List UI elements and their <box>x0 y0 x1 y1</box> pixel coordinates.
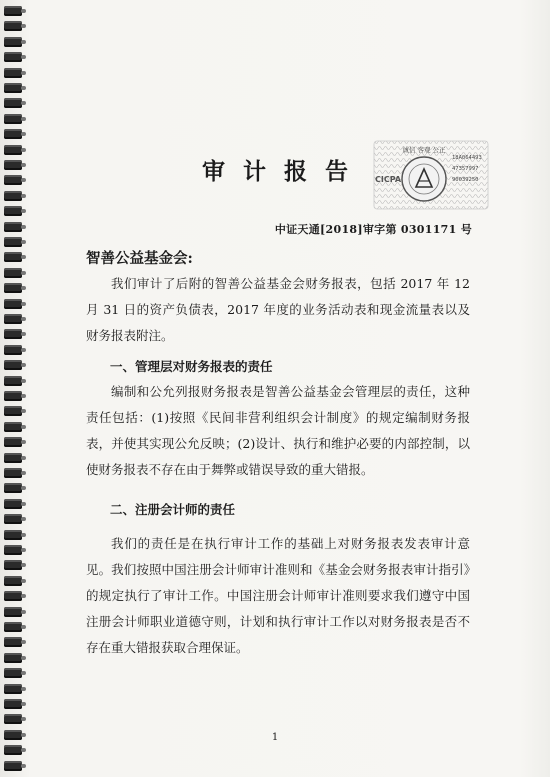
binding-ring <box>4 514 22 524</box>
binding-ring <box>4 268 22 278</box>
binding-ring <box>4 653 22 663</box>
binding-ring <box>4 68 22 78</box>
paragraph-intro: 我们审计了后附的智善公益基金会财务报表，包括 2017 年 12 月 31 日的资产负债表，2017 年度的业务活动表和现金流量表以及财务报表附注。 <box>86 276 470 343</box>
binding-ring <box>4 591 22 601</box>
binding-ring <box>4 714 22 724</box>
binding-ring <box>4 668 22 678</box>
binding-ring <box>4 129 22 139</box>
binding-ring <box>4 376 22 386</box>
binding-ring <box>4 83 22 93</box>
seal-brand-text: CICPA <box>375 175 402 184</box>
section-heading-auditor: 二、注册会计师的责任 <box>110 502 236 517</box>
spiral-binding <box>4 6 24 774</box>
binding-ring <box>4 222 22 232</box>
addressee: 智善公益基金会: <box>86 250 193 267</box>
binding-ring <box>4 345 22 355</box>
binding-ring <box>4 237 22 247</box>
binding-ring <box>4 637 22 647</box>
paragraph-auditor-responsibility: 我们的责任是在执行审计工作的基础上对财务报表发表审计意见。我们按照中国注册会计师审计准则和《基金会财务报表审计指引》的规定执行了审计工作。中国注册会计师审计准则要求我们遵守中国注册会计师职业道德守则，计划和执行审计工作以对财务报表是否不存在重大错报获取合理保证。 <box>86 536 470 655</box>
binding-ring <box>4 191 22 201</box>
binding-ring <box>4 37 22 47</box>
binding-ring <box>4 622 22 632</box>
binding-ring <box>4 52 22 62</box>
binding-ring <box>4 437 22 447</box>
binding-ring <box>4 761 22 771</box>
binding-ring <box>4 453 22 463</box>
binding-ring <box>4 360 22 370</box>
binding-ring <box>4 576 22 586</box>
binding-ring <box>4 391 22 401</box>
binding-ring <box>4 406 22 416</box>
report-title: 审计报告 <box>202 158 366 185</box>
binding-ring <box>4 684 22 694</box>
seal-number-1: 18A064493 <box>452 155 482 161</box>
binding-ring <box>4 699 22 709</box>
binding-ring <box>4 314 22 324</box>
binding-ring <box>4 560 22 570</box>
seal-number-2: 47357997 <box>452 166 479 172</box>
seal-ring-text: 诚信 客观 公正 <box>402 146 446 154</box>
binding-ring <box>4 252 22 262</box>
binding-ring <box>4 607 22 617</box>
binding-ring <box>4 745 22 755</box>
binding-ring <box>4 422 22 432</box>
binding-ring <box>4 483 22 493</box>
binding-ring <box>4 530 22 540</box>
binding-ring <box>4 283 22 293</box>
binding-ring <box>4 468 22 478</box>
binding-ring <box>4 114 22 124</box>
binding-ring <box>4 21 22 31</box>
binding-ring <box>4 98 22 108</box>
binding-ring <box>4 299 22 309</box>
document-number: 中证天通[2018]审字第 0301171 号 <box>274 223 472 236</box>
section-heading-management: 一、管理层对财务报表的责任 <box>110 359 273 374</box>
page-number: 1 <box>271 732 279 743</box>
paragraph-management-responsibility: 编制和公允列报财务报表是智善公益基金会管理层的责任，这种责任包括：(1)按照《民间非营利组织会计制度》的规定编制财务报表，并使其实现公允反映；(2)设计、执行和维护必要的内部控制，以使财务报表不存在由于舞弊或错误导致的重大错报。 <box>86 384 470 477</box>
seal-number-3: 90039250 <box>452 177 479 183</box>
binding-ring <box>4 206 22 216</box>
binding-ring <box>4 499 22 509</box>
binding-ring <box>4 329 22 339</box>
binding-ring <box>4 6 22 16</box>
binding-ring <box>4 545 22 555</box>
